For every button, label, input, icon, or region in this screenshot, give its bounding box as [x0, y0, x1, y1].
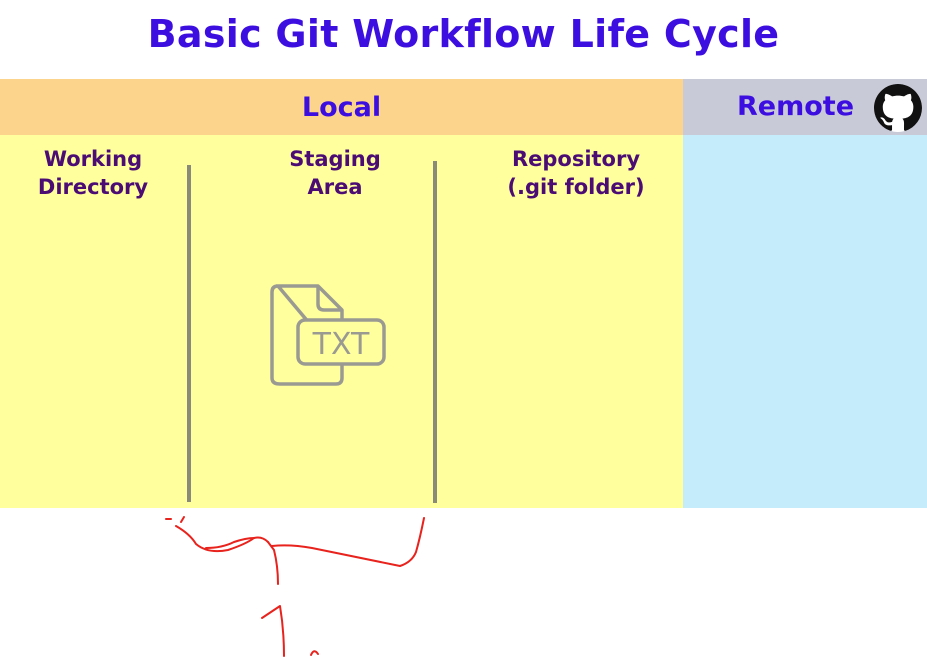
- txt-file-icon[interactable]: [270, 282, 388, 388]
- local-area: [0, 135, 683, 508]
- staging-repository-divider: [433, 161, 437, 503]
- local-header: [0, 79, 683, 135]
- red-pen-annotation: [0, 508, 927, 657]
- local-label: Local: [301, 91, 382, 123]
- remote-label: Remote: [737, 91, 855, 122]
- txt-file-label: TXT: [312, 327, 370, 362]
- working-staging-divider: [187, 165, 191, 502]
- staging-area-label: Staging Area: [289, 147, 381, 199]
- diagram-title: Basic Git Workflow Life Cycle: [147, 12, 780, 56]
- remote-header: [683, 79, 927, 135]
- repository-label: Repository (.git folder): [507, 147, 645, 199]
- github-icon: [874, 84, 922, 132]
- working-directory-label: Working Directory: [37, 147, 149, 199]
- remote-area: [683, 135, 927, 508]
